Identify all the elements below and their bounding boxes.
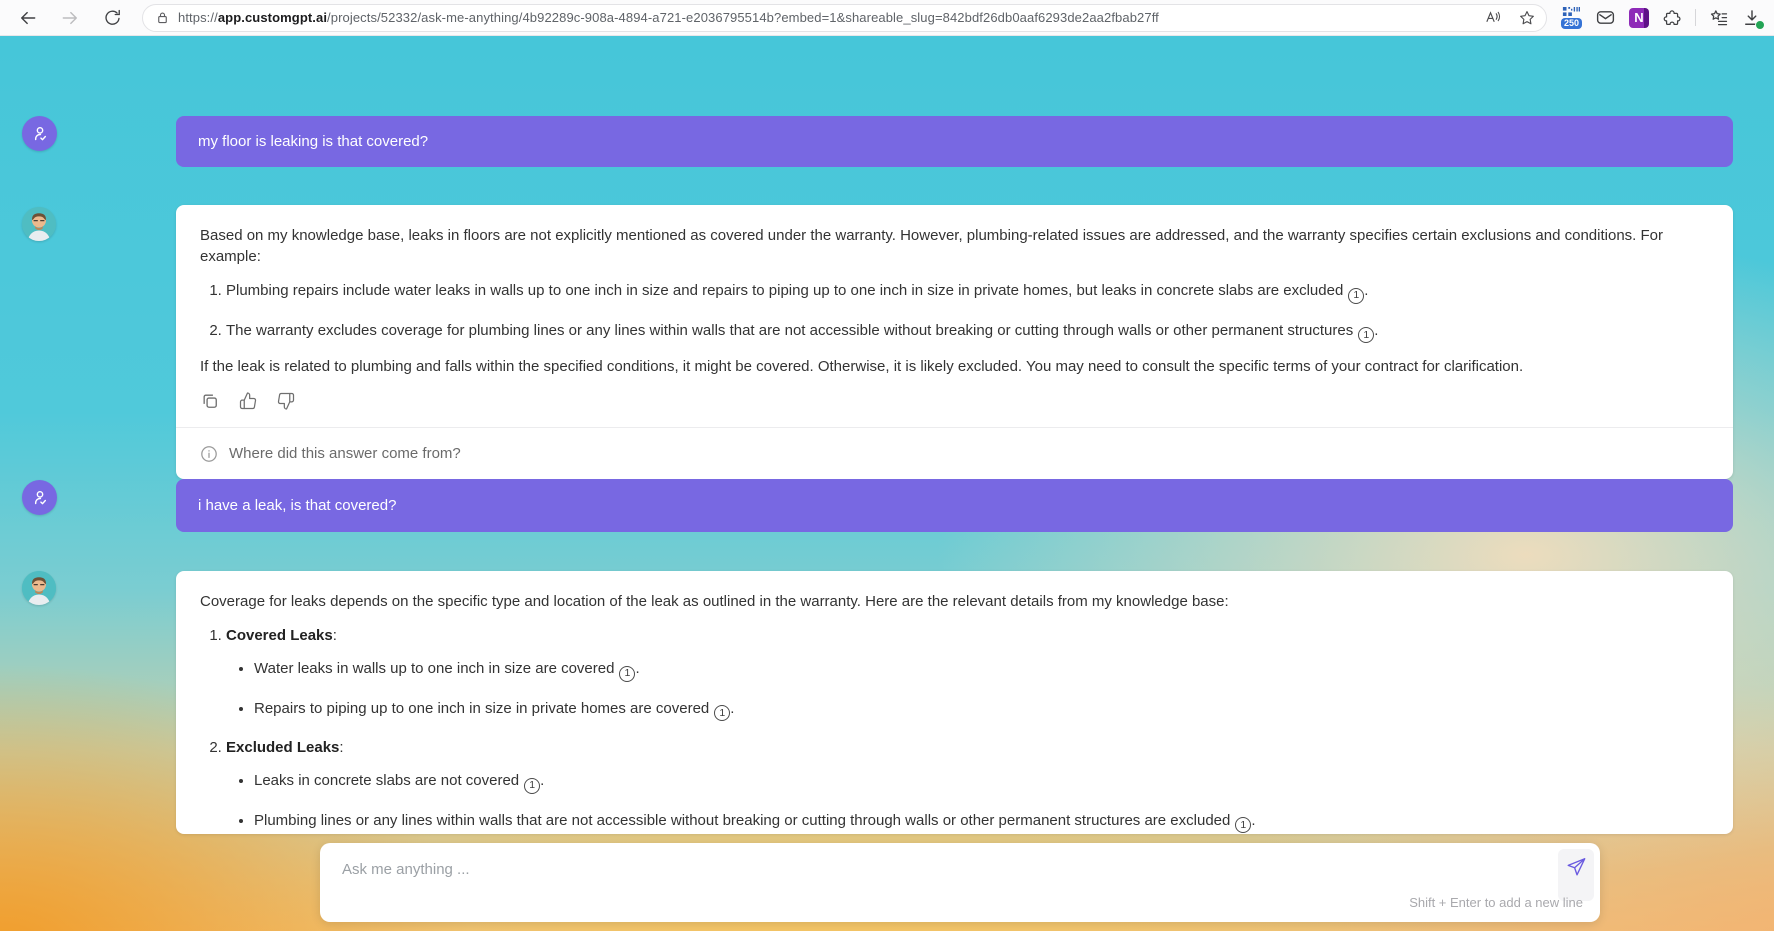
period: . [730, 699, 735, 717]
bullet-list [226, 658, 1709, 721]
assistant-avatar [22, 207, 56, 241]
colon: : [339, 739, 344, 756]
bullet-text: Leaks in concrete slabs are not covered [254, 772, 520, 789]
url-scheme: https:// [178, 10, 218, 25]
user-avatar [22, 480, 57, 515]
bullet-text: Repairs to piping up to one inch in size in private homes are covered [254, 699, 710, 717]
back-button[interactable] [14, 4, 42, 32]
url-path: /projects/52332/ask-me-anything/4b92289c-908a-4894-a721-e2036795514b?embed=1&shareable_slug=842bdf26db0aaf6293de2aa2fbab27ff [327, 10, 1159, 25]
refresh-icon [103, 8, 122, 27]
refresh-button[interactable] [98, 4, 126, 32]
colon: : [332, 627, 337, 644]
onenote-extension-icon[interactable]: N [1629, 8, 1649, 28]
lock-icon[interactable] [155, 10, 170, 25]
section-title: Excluded Leaks [226, 739, 340, 756]
composer [320, 843, 1600, 922]
extension-badge: 250 [1561, 18, 1582, 29]
user-avatar [22, 116, 57, 151]
assistant-message-card [176, 571, 1733, 834]
mail-extension-icon[interactable] [1595, 7, 1616, 28]
bullet-item [254, 658, 1709, 682]
toolbar-divider [1695, 9, 1696, 26]
citation-chip[interactable]: 1 [524, 778, 540, 794]
section-title: Covered Leaks [226, 627, 333, 644]
person-check-icon [30, 488, 50, 508]
bullet-item [254, 810, 1709, 834]
user-message-bubble [176, 116, 1733, 167]
assistant-avatar-photo [22, 207, 56, 241]
citation-chip[interactable]: 1 [714, 705, 730, 721]
extensions-area [1561, 6, 1764, 29]
bullet-item [254, 698, 1709, 722]
bullet-text: Water leaks in walls up to one inch in size are covered [254, 660, 615, 677]
back-arrow-icon [18, 8, 38, 28]
sources-toggle[interactable] [176, 427, 1733, 479]
composer-hint: Shift + Enter to add a new line [1409, 895, 1583, 910]
assistant-numbered-list [200, 625, 1709, 833]
assistant-avatar-photo [22, 571, 56, 605]
list-item [226, 737, 1709, 833]
forward-button[interactable] [56, 4, 84, 32]
read-aloud-button[interactable] [1484, 9, 1502, 27]
extensions-puzzle-icon[interactable] [1662, 8, 1682, 28]
assistant-intro: Coverage for leaks depends on the specific type and location of the leak as outlined in the warranty. Here are the relevant details from my knowledge base: [200, 593, 1229, 610]
user-message-text: i have a leak, is that covered? [198, 497, 397, 514]
assistant-numbered-list [200, 280, 1709, 343]
list-item-text: The warranty excludes coverage for plumbing lines or any lines within walls that are not accessible without breaking or cutting through walls or other permanent structures [226, 321, 1354, 339]
paper-plane-icon [1565, 856, 1587, 878]
sources-toggle-label: Where did this answer come from? [229, 445, 461, 462]
chat-canvas [0, 36, 1774, 931]
downloads-icon[interactable] [1742, 8, 1762, 28]
period: . [1374, 321, 1379, 339]
person-check-icon [30, 124, 50, 144]
thumbs-up-button[interactable] [238, 391, 258, 411]
chat-input[interactable] [342, 857, 1540, 891]
list-item [226, 625, 1709, 721]
qr-250-extension-icon[interactable] [1561, 6, 1582, 29]
thumbs-down-button[interactable] [276, 391, 296, 411]
bullet-list [226, 770, 1709, 833]
list-item-text: Plumbing repairs include water leaks in walls up to one inch in size and repairs to piping up to one inch in size in private homes, but leaks in concrete slabs are excluded [226, 282, 1344, 299]
user-message-bubble [176, 479, 1733, 532]
collections-icon[interactable] [1709, 8, 1729, 28]
address-bar[interactable] [142, 4, 1547, 32]
list-item [226, 280, 1709, 304]
url-text [178, 10, 1474, 25]
user-message-text: my floor is leaking is that covered? [198, 133, 429, 150]
bullet-text: Plumbing lines or any lines within walls that are not accessible without breaking or cutting through walls or other permanent structures are excluded [254, 811, 1231, 829]
period: . [540, 772, 545, 789]
period: . [1251, 811, 1256, 829]
assistant-outro: If the leak is related to plumbing and falls within the specified conditions, it might be covered. Otherwise, it is likely excluded. You may need to consult the specific terms of your contract for clarification. [200, 358, 1524, 375]
copy-button[interactable] [200, 391, 220, 411]
download-complete-badge [1755, 20, 1765, 30]
url-domain: app.customgpt.ai [217, 10, 328, 25]
list-item [226, 320, 1709, 344]
forward-arrow-icon [60, 8, 80, 28]
assistant-avatar [22, 571, 56, 605]
browser-toolbar [0, 0, 1774, 36]
message-actions [200, 391, 1709, 411]
favorite-star-button[interactable] [1518, 9, 1536, 27]
period: . [1364, 282, 1369, 299]
send-button[interactable] [1558, 849, 1594, 901]
citation-chip[interactable]: 1 [1235, 817, 1251, 833]
assistant-message-card [176, 205, 1733, 479]
info-icon [200, 445, 218, 463]
citation-chip[interactable]: 1 [1348, 288, 1364, 304]
citation-chip[interactable]: 1 [619, 666, 635, 682]
bullet-item [254, 770, 1709, 794]
period: . [635, 660, 640, 677]
assistant-intro: Based on my knowledge base, leaks in floors are not explicitly mentioned as covered under the warranty. However, plumbing-related issues are addressed, and the warranty specifies certain exclusions and conditions. For example: [200, 227, 1663, 265]
citation-chip[interactable]: 1 [1358, 327, 1374, 343]
